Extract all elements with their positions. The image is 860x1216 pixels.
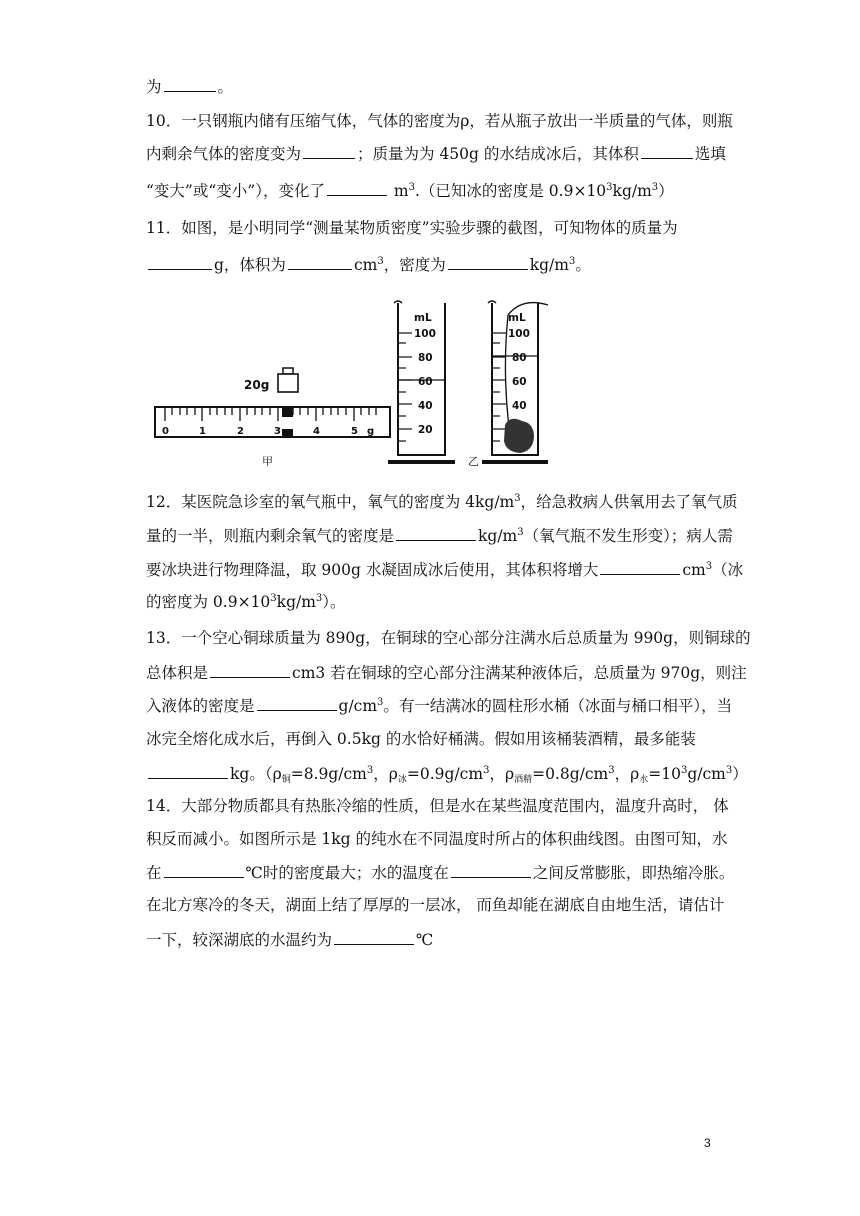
question-14-line-2: 积反而减小。如图所示是 1kg 的纯水在不同温度时所占的体积曲线图。由图可知，水 (146, 830, 728, 848)
question-13-line-5: kg。（$\rho_铜=8.9g/cm^3$，$\rho_冰=0.9g/cm^3$，$\rho_{酒精}=0.8g/cm^3$，$\rho_水=10^3g/cm^3$） (146, 763, 748, 784)
answer-blank[interactable] (164, 862, 244, 878)
ruler-tick-3: 3 (274, 426, 281, 437)
cyl2-mark-40: 40 (512, 400, 527, 412)
immersed-object (504, 419, 534, 453)
rider-bottom (282, 429, 293, 437)
answer-blank[interactable] (257, 695, 337, 711)
cyl1-mark-80: 80 (418, 352, 433, 364)
question-13-line-3: 入液体的密度是 $g/cm^3$。有一结满冰的圆柱形水桶（冰面与桶口相平），当 (146, 697, 733, 715)
rider-top (282, 407, 293, 417)
cyl1-mark-100: 100 (414, 328, 436, 340)
answer-blank[interactable] (327, 180, 387, 196)
cyl2-mark-100: 100 (508, 328, 530, 340)
question-14-line-4: 在北方寒冷的冬天，湖面上结了厚厚的一层冰， 而鱼却能在湖底自由地生活，请估计 (146, 896, 725, 914)
question-10-line-1: 10．一只钢瓶内储有压缩气体，气体的密度为ρ，若从瓶子放出一半质量的气体，则瓶 (146, 112, 733, 130)
ruler-tick-1: 1 (199, 426, 206, 437)
caption-jia: 甲 (262, 455, 273, 468)
experiment-figure (150, 295, 560, 475)
question-12-line-3: 要冰块进行物理降温，取 900g 水凝固成冰后使用，其体积将增大 $cm^3$（冰 (146, 561, 744, 579)
ruler-tick-4: 4 (313, 426, 320, 437)
answer-blank[interactable] (334, 929, 414, 945)
question-11-line-2: g，体积为 $cm^3$，密度为 $kg/m^3$。 (146, 254, 591, 275)
cyl2-mark-80: 80 (512, 352, 527, 364)
ruler-unit: g (367, 426, 375, 437)
answer-blank[interactable] (448, 254, 528, 270)
cyl1-mark-60: 60 (418, 376, 433, 388)
ruler-tick-0: 0 (162, 426, 169, 437)
answer-blank[interactable] (288, 254, 352, 270)
answer-blank[interactable] (148, 254, 212, 270)
text-line-1: 为 。 (146, 78, 234, 96)
graduated-cylinder-2 (482, 301, 548, 462)
answer-blank[interactable] (641, 143, 693, 159)
question-10-line-3: “变大”或“变小”），变化了 $m^3$.（已知冰的密度是 $0.9\times 10^3kg/m^3$） (146, 182, 674, 200)
answer-blank[interactable] (451, 862, 531, 878)
question-13-line-4: 冰完全熔化成水后，再倒入 0.5kg 的水恰好桶满。假如用该桶装酒精，最多能装 (146, 730, 696, 748)
cyl2-mark-60: 60 (512, 376, 527, 388)
graduated-cylinder-1 (388, 301, 455, 462)
question-14-line-1: 14．大部分物质都具有热胀冷缩的性质，但是水在某些温度范围内，温度升高时， 体 (146, 797, 729, 815)
question-13-line-1: 13．一个空心铜球质量为 890g，在铜球的空心部分注满水后总质量为 990g，则铜球的 (146, 629, 751, 647)
cyl1-mark-40: 40 (418, 400, 433, 412)
question-13-line-2: 总体积是 cm3 若在铜球的空心部分注满某种液体后，总质量为 970g，则注 (146, 664, 747, 682)
ruler-tick-2: 2 (237, 426, 244, 437)
question-11-line-1: 11．如图，是小明同学“测量某物质密度”实验步骤的截图，可知物体的质量为 (146, 219, 678, 237)
weight-icon (244, 368, 298, 392)
answer-blank[interactable] (600, 559, 680, 575)
balance-ruler (155, 407, 390, 437)
answer-blank[interactable] (303, 143, 355, 159)
question-14-line-5: 一下，较深湖底的水温约为 ℃ (146, 931, 434, 949)
caption-yi: 乙 (468, 455, 479, 468)
question-10-line-2: 内剩余气体的密度变为 ；质量为为 450g 的水结成冰后，其体积 选填 (146, 145, 726, 163)
weight-label: 20g (244, 378, 270, 392)
question-14-line-3: 在 ℃时的密度最大；水的温度在 之间反常膨胀，即热缩冷胀。 (146, 864, 735, 882)
cyl1-unit: mL (414, 312, 432, 324)
ruler-tick-5: 5 (351, 426, 358, 437)
answer-blank[interactable] (164, 76, 216, 92)
answer-blank[interactable] (210, 662, 290, 678)
answer-blank[interactable] (396, 525, 476, 541)
answer-blank[interactable] (148, 763, 228, 779)
cyl2-unit: mL (508, 312, 526, 324)
page-number: 3 (704, 1136, 711, 1150)
question-12-line-2: 量的一半，则瓶内剩余氧气的密度是 $kg/m^3$（氧气瓶不发生形变）；病人需 (146, 527, 733, 545)
question-12-line-4: 的密度为 $0.9\times 10^3kg/m^3$）。 (146, 593, 346, 611)
cyl1-mark-20: 20 (418, 424, 433, 436)
balance-and-cylinders-diagram (150, 295, 560, 475)
question-12-line-1: 12．某医院急诊室的氧气瓶中，氧气的密度为 $4kg/m^3$，给急救病人供氧用去了氧气质 (146, 493, 738, 511)
